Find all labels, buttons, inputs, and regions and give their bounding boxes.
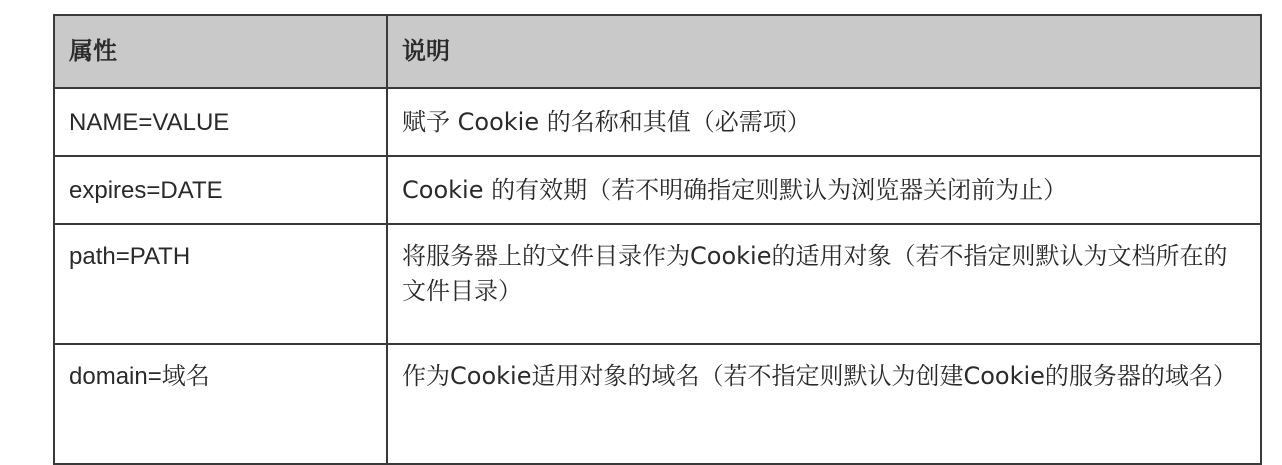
header-row xyxy=(54,15,1261,88)
table-header xyxy=(54,15,1261,88)
table-row xyxy=(54,344,1261,464)
cookie-attributes-table xyxy=(53,14,1262,465)
header-attribute: 属性 xyxy=(54,15,387,88)
table-body xyxy=(54,88,1261,464)
attribute-cell: NAME=VALUE xyxy=(54,88,387,156)
attribute-cell: domain=域名 xyxy=(54,344,387,464)
header-description: 说明 xyxy=(387,15,1261,88)
cookie-attributes-table-container xyxy=(53,14,1260,465)
description-cell: Cookie 的有效期（若不明确指定则默认为浏览器关闭前为止） xyxy=(387,156,1261,224)
table-row xyxy=(54,224,1261,344)
description-cell: 将服务器上的文件目录作为Cookie的适用对象（若不指定则默认为文档所在的文件目录） xyxy=(387,224,1261,344)
description-cell: 作为Cookie适用对象的域名（若不指定则默认为创建Cookie的服务器的域名） xyxy=(387,344,1261,464)
attribute-cell: path=PATH xyxy=(54,224,387,344)
description-cell: 赋予 Cookie 的名称和其值（必需项） xyxy=(387,88,1261,156)
table-row xyxy=(54,88,1261,156)
table-row xyxy=(54,156,1261,224)
attribute-cell: expires=DATE xyxy=(54,156,387,224)
